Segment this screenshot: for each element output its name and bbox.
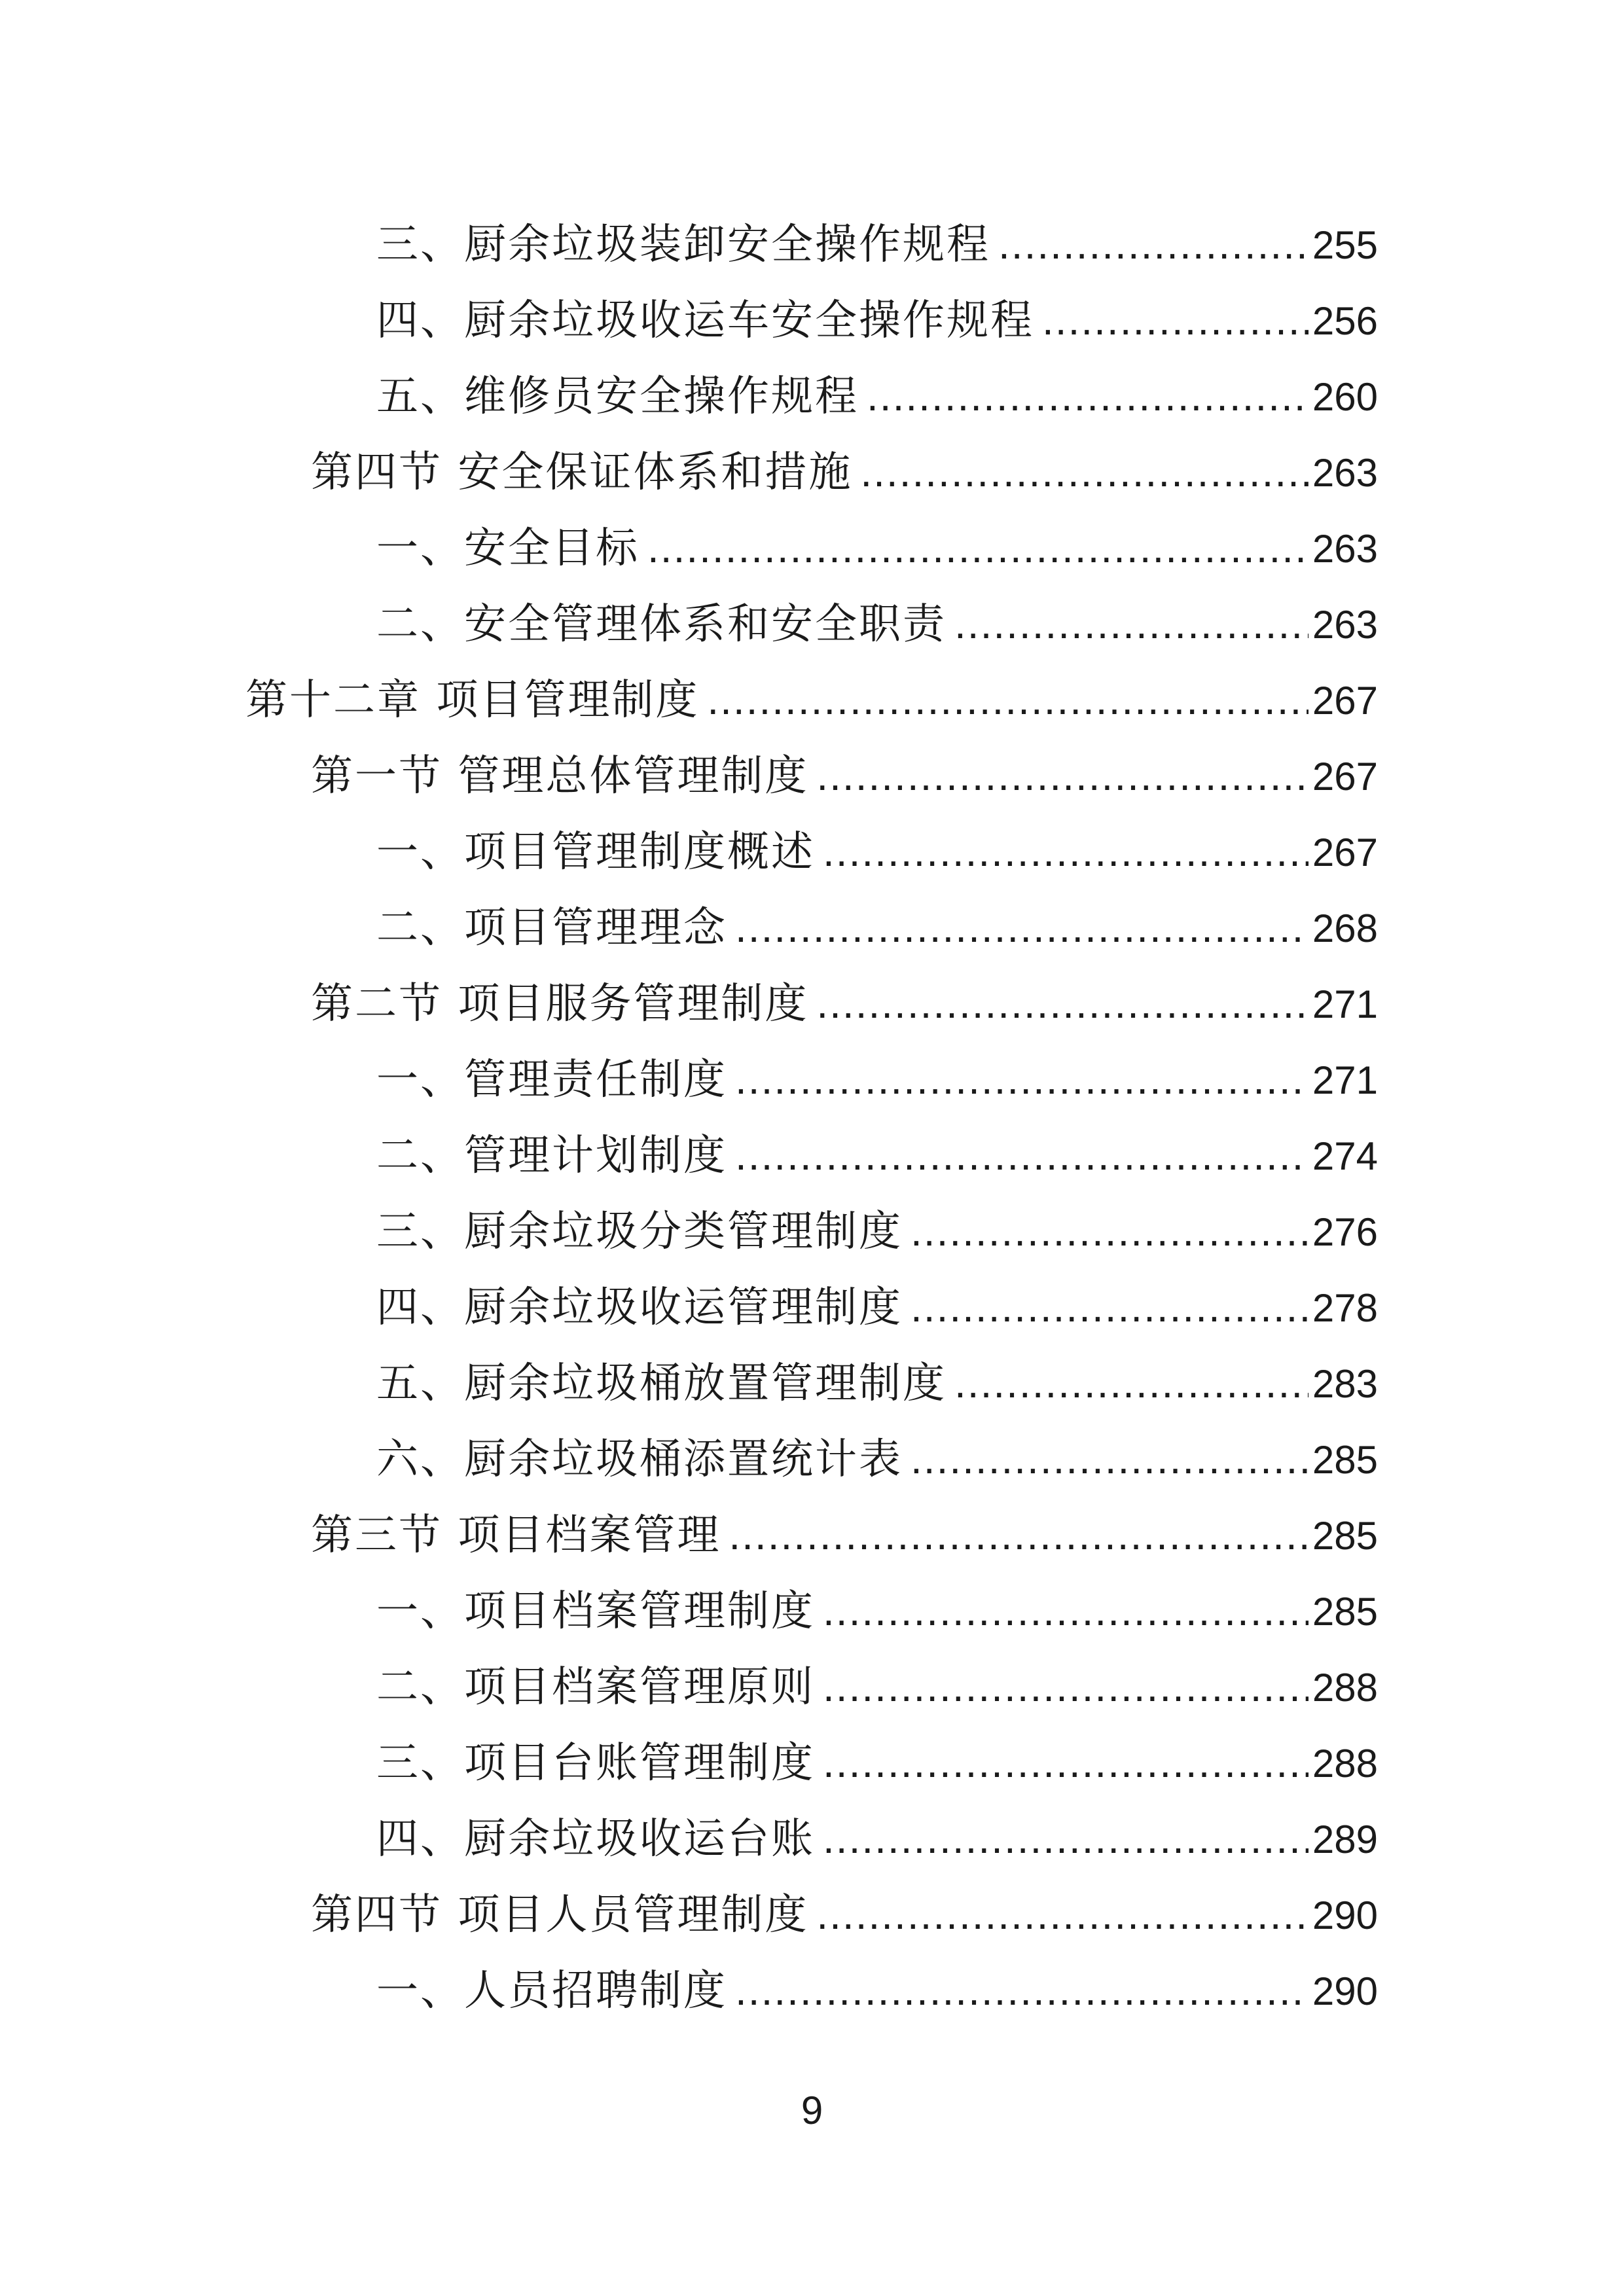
toc-entry-page: 285 [1312,1438,1378,1482]
toc-entry-leader [823,816,1308,888]
toc-entry-page: 263 [1312,527,1378,571]
toc-entry-page: 283 [1312,1362,1378,1406]
toc-entry-leader [707,664,1308,736]
toc-entry-label: 第三节 项目档案管理 [311,1511,721,1560]
toc-entry[interactable] [376,1954,1378,2026]
toc-entry-page: 290 [1312,1893,1378,1937]
toc-entry-label: 一、项目档案管理制度 [376,1587,815,1636]
toc-entry[interactable] [376,1119,1378,1191]
toc-entry-leader [735,1954,1308,2026]
toc-entry-leader [647,512,1308,584]
toc-entry-page: 274 [1312,1134,1378,1178]
toc-entry-label: 二、项目档案管理原则 [376,1663,815,1712]
toc-entry-leader [816,1878,1308,1950]
toc-entry-label: 五、厨余垃圾桶放置管理制度 [376,1359,947,1408]
toc-entry-leader [816,967,1308,1039]
toc-entry-page: 271 [1312,1058,1378,1102]
toc-entry-leader [823,1803,1308,1874]
toc-entry-label: 四、厨余垃圾收运管理制度 [376,1283,903,1332]
toc-entry-page: 289 [1312,1818,1378,1861]
toc-entry[interactable] [376,284,1378,356]
toc-entry-label: 四、厨余垃圾收运台账 [376,1815,815,1863]
toc-entry-leader [954,1347,1308,1419]
toc-entry[interactable] [376,360,1378,432]
toc-entry[interactable] [376,1271,1378,1343]
toc-entry[interactable] [376,1195,1378,1267]
toc-entry-leader [823,1651,1308,1723]
toc-entry-page: 285 [1312,1590,1378,1634]
toc-entry-label: 第十二章 项目管理制度 [245,676,700,725]
toc-entry[interactable] [376,1803,1378,1874]
toc-entry-label: 三、厨余垃圾分类管理制度 [376,1208,903,1256]
toc-entry-label: 第四节 安全保证体系和措施 [311,448,853,497]
toc-entry-page: 267 [1312,755,1378,798]
toc-entry-label: 五、维修员安全操作规程 [376,372,859,421]
toc-entry-leader [860,436,1308,508]
toc-entry-page: 290 [1312,1969,1378,2013]
toc-entry-page: 271 [1312,982,1378,1026]
toc-entry-label: 二、管理计划制度 [376,1132,727,1180]
toc-entry-page: 255 [1312,223,1378,267]
toc-entry[interactable] [245,664,1378,736]
toc-entry-label: 四、厨余垃圾收运车安全操作规程 [376,296,1034,345]
toc-entry[interactable] [311,436,1378,508]
toc-entry[interactable] [311,740,1378,812]
toc-entry-label: 第一节 管理总体管理制度 [311,752,809,800]
toc-entry-leader [911,1423,1308,1495]
toc-entry[interactable] [376,1727,1378,1799]
toc-entry-page: 263 [1312,603,1378,647]
toc-entry-leader [816,740,1308,812]
toc-entry-leader [823,1575,1308,1647]
toc-entry-page: 278 [1312,1286,1378,1330]
toc-entry-page: 288 [1312,1666,1378,1710]
toc-entry-label: 第四节 项目人员管理制度 [311,1891,809,1939]
toc-entry-page: 285 [1312,1514,1378,1558]
toc-entry-page: 256 [1312,299,1378,343]
toc-entry-leader [1042,284,1308,356]
toc-entry-leader [735,1119,1308,1191]
toc-entry-label: 二、项目管理理念 [376,904,727,952]
toc-entry-page: 267 [1312,679,1378,723]
toc-entry-leader [998,208,1308,280]
toc-entry[interactable] [311,1499,1378,1571]
toc-entry-label: 第二节 项目服务管理制度 [311,980,809,1028]
toc-entry-leader [729,1499,1308,1571]
page-number: 9 [801,2089,823,2132]
toc-entry-page: 263 [1312,451,1378,495]
toc-entry-label: 一、管理责任制度 [376,1056,727,1104]
toc-entry-page: 267 [1312,831,1378,874]
toc-entry[interactable] [376,891,1378,963]
toc-entry[interactable] [376,1347,1378,1419]
toc-entry[interactable] [311,1878,1378,1950]
toc-entry-page: 268 [1312,906,1378,950]
toc-entry[interactable] [376,588,1378,660]
toc-entry-leader [735,1043,1308,1115]
toc-entry-page: 288 [1312,1742,1378,1785]
toc-entry-label: 三、项目台账管理制度 [376,1739,815,1787]
toc-entry-label: 六、厨余垃圾桶添置统计表 [376,1435,903,1484]
toc-entry[interactable] [376,1043,1378,1115]
toc-entry-leader [735,891,1308,963]
toc-entry-page: 260 [1312,375,1378,419]
toc-entry[interactable] [376,816,1378,888]
toc-entry-label: 一、安全目标 [376,524,640,573]
toc-entry[interactable] [311,967,1378,1039]
toc-entry-leader [911,1195,1308,1267]
toc-entry-label: 一、项目管理制度概述 [376,828,815,876]
toc-entry[interactable] [376,512,1378,584]
toc-entry-page: 276 [1312,1210,1378,1254]
toc-entry-leader [911,1271,1308,1343]
toc-entry[interactable] [376,1651,1378,1723]
toc-entry[interactable] [376,208,1378,280]
toc-entry[interactable] [376,1423,1378,1495]
toc-entry-leader [954,588,1308,660]
toc-entry-leader [867,360,1308,432]
toc-entry-label: 一、人员招聘制度 [376,1967,727,2015]
toc-entry-label: 二、安全管理体系和安全职责 [376,600,947,649]
toc-entry-label: 三、厨余垃圾装卸安全操作规程 [376,221,990,269]
toc-entry-leader [823,1727,1308,1799]
toc-entry[interactable] [376,1575,1378,1647]
